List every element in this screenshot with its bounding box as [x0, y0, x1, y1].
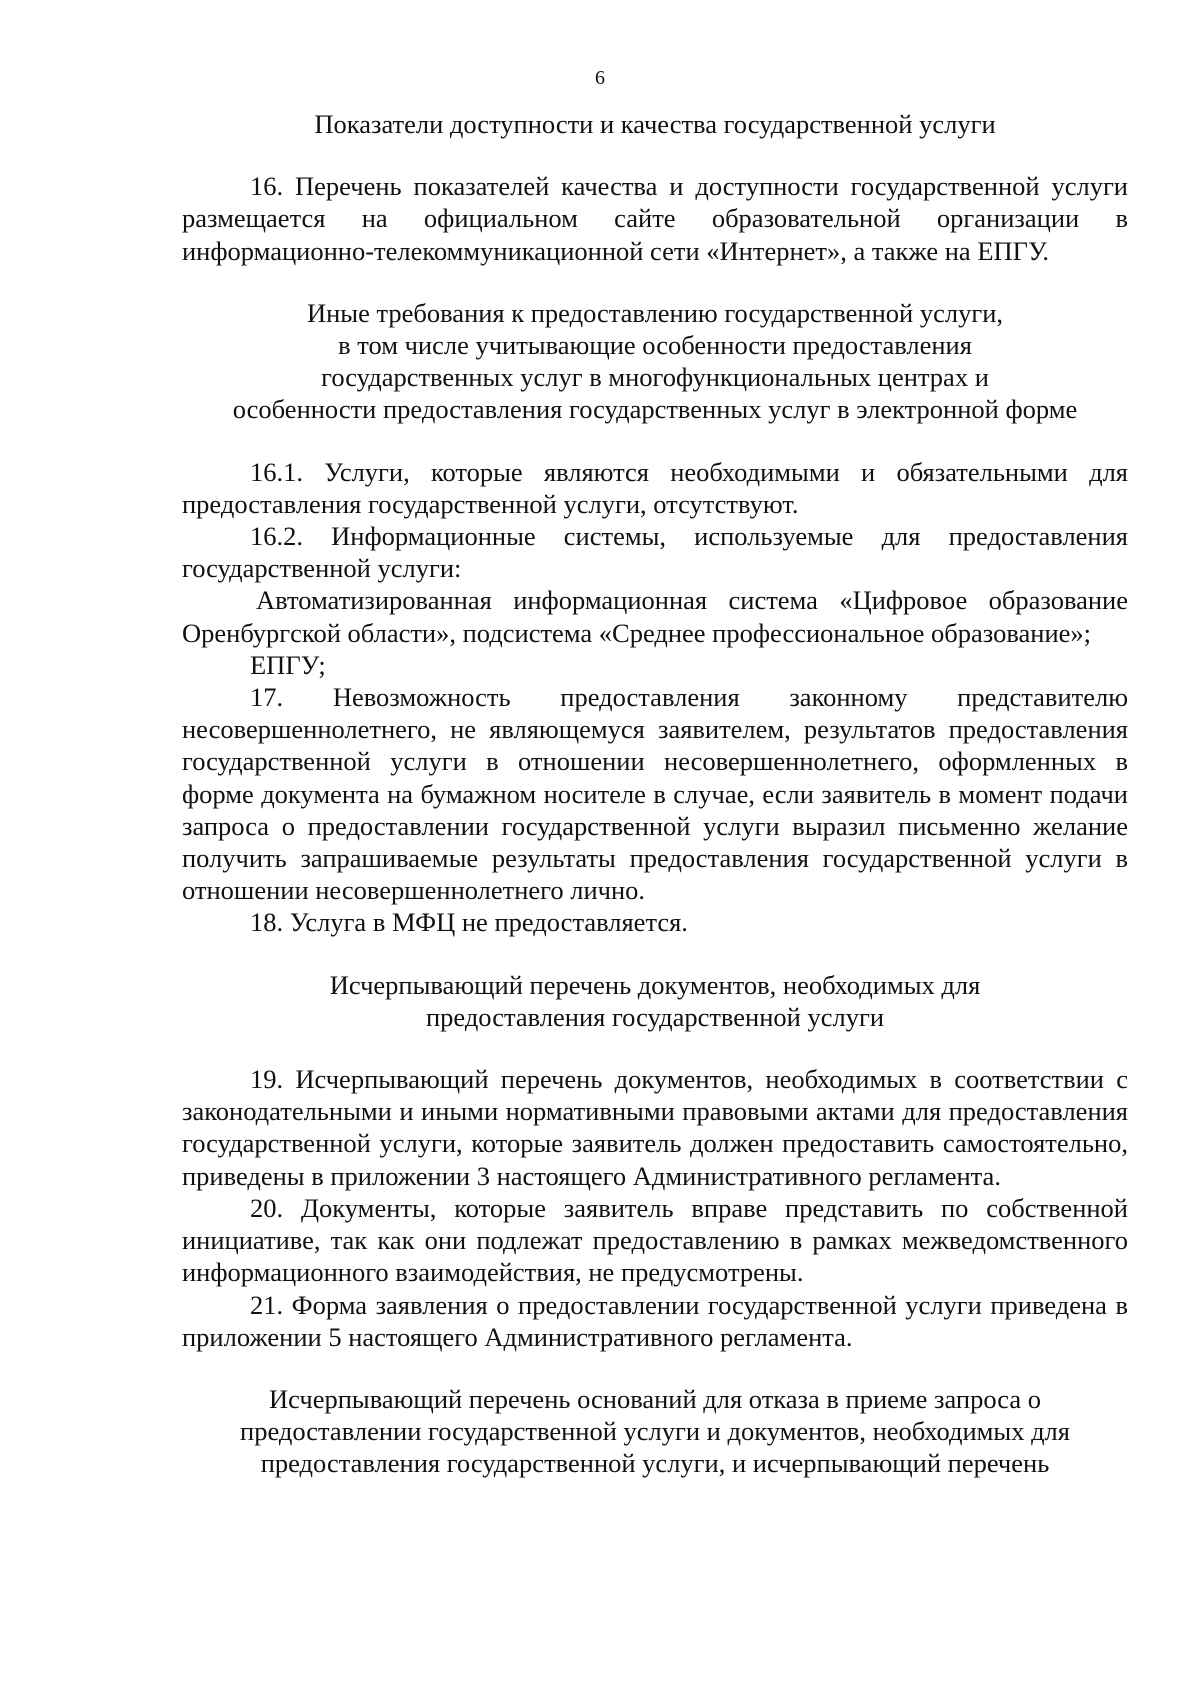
paragraph-16-1: 16.1. Услуги, которые являются необходимыми и обязательными для предоставления государственной услуги, отсутствуют. [182, 456, 1128, 519]
paragraph-19: 19. Исчерпывающий перечень документов, необходимых в соответствии с законодательными и иными нормативными правовыми актами для предоставления государственной услуги, которые заявитель должен предоставить самостоятельно, приведены в приложении 3 настоящего Административного регламента. [182, 1064, 1128, 1191]
paragraph-16-2-epgu: ЕПГУ; [250, 649, 326, 680]
paragraph-21: 21. Форма заявления о предоставлении государственной услуги приведена в приложении 5 настоящего Административного регламента. [182, 1289, 1128, 1352]
paragraph-17: 17. Невозможность предоставления законному представителю несовершеннолетнего, не являющемуся заявителем, результатов предоставления государственной услуги в отношении несовершеннолетнего, оформленных в форме документа на бумажном носителе в случае, если заявитель в момент подачи запроса о предоставлении государственной услуги выразил письменно желание получить запрашиваемые результаты предоставления государственной услуги в отношении несовершеннолетнего лично. [182, 682, 1128, 906]
paragraph-16: 16. Перечень показателей качества и доступности государственной услуги размещается на официальном сайте образовательной организации в информационно-телекоммуникационной сети «Интернет», а также на ЕПГУ. [182, 171, 1128, 266]
heading-line: особенности предоставления государственных услуг в электронной форме [232, 394, 1078, 425]
section-heading-refusal [182, 1383, 1128, 1480]
heading-line: предоставления государственной услуги [425, 1001, 885, 1032]
paragraph-18: 18. Услуга в МФЦ не предоставляется. [250, 907, 688, 938]
section-heading-other-requirements [182, 297, 1128, 426]
heading-line: предоставлении государственной услуги и документов, необходимых для [240, 1416, 1070, 1447]
heading-line: в том числе учитывающие особенности предоставления [338, 330, 972, 361]
heading-line: предоставления государственной услуги, и исчерпывающий перечень [260, 1448, 1050, 1479]
paragraph-16-2-ais: Автоматизированная информационная система «Цифровое образование Оренбургской области», подсистема «Среднее профессиональное образование»; [182, 585, 1128, 648]
document-body [182, 108, 1128, 1480]
section-heading-quality: Показатели доступности и качества государственной услуги [314, 109, 996, 139]
paragraph-16-2: 16.2. Информационные системы, используемые для предоставления государственной услуги: [182, 521, 1128, 584]
page-number: 6 [595, 67, 605, 89]
heading-line: Исчерпывающий перечень оснований для отказа в приеме запроса о [269, 1383, 1041, 1414]
heading-line: государственных услуг в многофункциональных центрах и [321, 362, 989, 393]
paragraph-20: 20. Документы, которые заявитель вправе представить по собственной инициативе, так как они подлежат предоставлению в рамках межведомственного информационного взаимодействия, не предусмотрены. [182, 1192, 1128, 1288]
heading-line: Исчерпывающий перечень документов, необходимых для [329, 969, 981, 1000]
heading-line: Иные требования к предоставлению государственной услуги, [306, 297, 1003, 328]
section-heading-documents [182, 969, 1128, 1033]
